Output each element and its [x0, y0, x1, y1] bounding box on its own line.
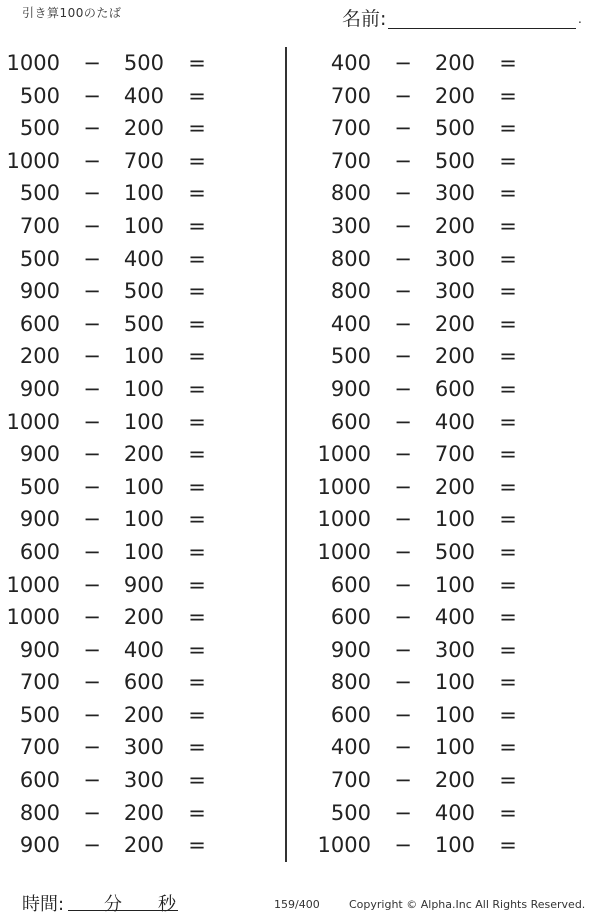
- subtrahend: 200: [123, 702, 164, 727]
- equals-sign: =: [188, 539, 206, 564]
- minuend: 700: [19, 735, 60, 760]
- minus-sign: −: [83, 637, 101, 662]
- problem-row: [0, 504, 280, 537]
- minus-sign: −: [394, 507, 412, 532]
- equals-sign: =: [499, 181, 517, 206]
- subtrahend: 400: [123, 83, 164, 108]
- subtrahend: 600: [434, 376, 475, 401]
- minuend: 500: [19, 116, 60, 141]
- problem-row: [0, 146, 280, 179]
- minuend: 900: [19, 833, 60, 858]
- subtrahend: 500: [434, 116, 475, 141]
- equals-sign: =: [188, 213, 206, 238]
- minus-sign: −: [394, 702, 412, 727]
- minuend: 700: [330, 116, 371, 141]
- minuend: 500: [19, 181, 60, 206]
- minuend: 500: [330, 800, 371, 825]
- minuend: 600: [330, 702, 371, 727]
- minuend: 800: [330, 246, 371, 271]
- minus-sign: −: [394, 279, 412, 304]
- problem-row: [0, 667, 280, 700]
- equals-sign: =: [499, 376, 517, 401]
- minus-sign: −: [83, 474, 101, 499]
- equals-sign: =: [188, 148, 206, 173]
- minuend: 700: [330, 148, 371, 173]
- minus-sign: −: [394, 213, 412, 238]
- subtrahend: 500: [123, 279, 164, 304]
- minuend: 400: [330, 311, 371, 336]
- problem-row: [0, 602, 280, 635]
- subtrahend: 300: [123, 735, 164, 760]
- minuend: 700: [19, 213, 60, 238]
- problem-row: [305, 211, 585, 244]
- minus-sign: −: [83, 279, 101, 304]
- subtrahend: 200: [123, 800, 164, 825]
- subtrahend: 100: [123, 507, 164, 532]
- equals-sign: =: [188, 442, 206, 467]
- minus-sign: −: [394, 148, 412, 173]
- minus-sign: −: [83, 833, 101, 858]
- equals-sign: =: [499, 311, 517, 336]
- subtrahend: 100: [123, 213, 164, 238]
- minus-sign: −: [394, 833, 412, 858]
- minus-sign: −: [83, 800, 101, 825]
- minus-sign: −: [394, 181, 412, 206]
- minus-sign: −: [83, 376, 101, 401]
- equals-sign: =: [499, 702, 517, 727]
- minus-sign: −: [83, 507, 101, 532]
- minus-sign: −: [83, 344, 101, 369]
- minus-sign: −: [83, 311, 101, 336]
- problem-row: [305, 374, 585, 407]
- equals-sign: =: [499, 116, 517, 141]
- subtrahend: 300: [434, 279, 475, 304]
- minus-sign: −: [83, 148, 101, 173]
- subtrahend: 300: [434, 181, 475, 206]
- equals-sign: =: [188, 279, 206, 304]
- name-end-dot: .: [578, 12, 582, 26]
- minus-sign: −: [394, 605, 412, 630]
- minus-sign: −: [394, 344, 412, 369]
- subtrahend: 200: [434, 51, 475, 75]
- problem-row: [305, 537, 585, 570]
- subtrahend: 200: [123, 442, 164, 467]
- subtrahend: 300: [434, 637, 475, 662]
- minuend: 1000: [317, 474, 371, 499]
- minuend: 1000: [6, 409, 60, 434]
- minus-sign: −: [83, 539, 101, 564]
- name-field: [342, 4, 582, 30]
- minus-sign: −: [394, 572, 412, 597]
- subtrahend: 100: [123, 474, 164, 499]
- equals-sign: =: [188, 605, 206, 630]
- subtrahend: 200: [123, 605, 164, 630]
- problem-row: [305, 309, 585, 342]
- problem-row: [0, 765, 280, 798]
- minus-sign: −: [394, 376, 412, 401]
- problem-row: [305, 341, 585, 374]
- subtrahend: 700: [434, 442, 475, 467]
- problems-left-column: [0, 48, 280, 863]
- minuend: 900: [330, 637, 371, 662]
- minus-sign: −: [394, 246, 412, 271]
- problem-row: [305, 765, 585, 798]
- problem-row: [0, 830, 280, 863]
- page-number: 159/400: [274, 898, 320, 911]
- subtrahend: 200: [434, 213, 475, 238]
- equals-sign: =: [188, 311, 206, 336]
- minuend: 900: [19, 442, 60, 467]
- problem-row: [305, 570, 585, 603]
- subtrahend: 600: [123, 670, 164, 695]
- equals-sign: =: [499, 833, 517, 858]
- subtrahend: 100: [434, 572, 475, 597]
- problem-row: [0, 700, 280, 733]
- subtrahend: 500: [123, 51, 164, 75]
- equals-sign: =: [499, 83, 517, 108]
- equals-sign: =: [188, 800, 206, 825]
- equals-sign: =: [499, 735, 517, 760]
- minus-sign: −: [83, 409, 101, 434]
- minuend: 1000: [317, 833, 371, 858]
- problem-row: [305, 407, 585, 440]
- problem-row: [305, 732, 585, 765]
- problem-row: [0, 439, 280, 472]
- minuend: 1000: [6, 51, 60, 75]
- equals-sign: =: [499, 442, 517, 467]
- equals-sign: =: [188, 83, 206, 108]
- subtrahend: 100: [434, 702, 475, 727]
- problem-row: [305, 113, 585, 146]
- minus-sign: −: [83, 83, 101, 108]
- minuend: 800: [19, 800, 60, 825]
- equals-sign: =: [499, 474, 517, 499]
- minuend: 600: [19, 768, 60, 793]
- subtrahend: 200: [434, 768, 475, 793]
- minuend: 1000: [317, 442, 371, 467]
- seconds-label: 秒: [158, 894, 176, 915]
- equals-sign: =: [188, 344, 206, 369]
- minuend: 900: [330, 376, 371, 401]
- equals-sign: =: [188, 474, 206, 499]
- minuend: 600: [19, 539, 60, 564]
- subtrahend: 100: [123, 344, 164, 369]
- minus-sign: −: [394, 409, 412, 434]
- equals-sign: =: [499, 670, 517, 695]
- minuend: 500: [19, 246, 60, 271]
- equals-sign: =: [499, 572, 517, 597]
- minuend: 1000: [317, 539, 371, 564]
- minuend: 300: [330, 213, 371, 238]
- problem-row: [305, 276, 585, 309]
- problem-row: [305, 667, 585, 700]
- problem-row: [305, 504, 585, 537]
- minus-sign: −: [83, 702, 101, 727]
- minus-sign: −: [394, 768, 412, 793]
- copyright-notice: Copyright © Alpha.Inc All Rights Reserved.: [349, 898, 586, 911]
- subtrahend: 400: [434, 800, 475, 825]
- minuend: 900: [19, 279, 60, 304]
- minuend: 900: [19, 637, 60, 662]
- problem-row: [0, 341, 280, 374]
- equals-sign: =: [188, 116, 206, 141]
- problem-row: [305, 635, 585, 668]
- equals-sign: =: [499, 605, 517, 630]
- minus-sign: −: [394, 670, 412, 695]
- problem-row: [0, 113, 280, 146]
- minuend: 600: [330, 409, 371, 434]
- minus-sign: −: [83, 51, 101, 75]
- minus-sign: −: [83, 213, 101, 238]
- equals-sign: =: [188, 572, 206, 597]
- subtrahend: 100: [123, 376, 164, 401]
- minuend: 600: [330, 572, 371, 597]
- time-label: 時間:: [22, 894, 65, 915]
- name-label: 名前:: [342, 8, 387, 30]
- problem-row: [0, 570, 280, 603]
- minuend: 900: [19, 376, 60, 401]
- equals-sign: =: [188, 409, 206, 434]
- minuend: 800: [330, 181, 371, 206]
- minuend: 500: [19, 83, 60, 108]
- minuend: 600: [19, 311, 60, 336]
- subtrahend: 200: [434, 344, 475, 369]
- minuend: 500: [19, 474, 60, 499]
- minus-sign: −: [83, 246, 101, 271]
- equals-sign: =: [499, 51, 517, 75]
- minuend: 800: [330, 279, 371, 304]
- equals-sign: =: [188, 51, 206, 75]
- equals-sign: =: [188, 768, 206, 793]
- equals-sign: =: [499, 213, 517, 238]
- problem-row: [305, 48, 585, 81]
- problem-row: [0, 244, 280, 277]
- subtrahend: 100: [434, 735, 475, 760]
- subtrahend: 100: [434, 670, 475, 695]
- subtrahend: 100: [434, 507, 475, 532]
- subtrahend: 400: [123, 246, 164, 271]
- minuend: 800: [330, 670, 371, 695]
- subtrahend: 200: [123, 116, 164, 141]
- equals-sign: =: [188, 181, 206, 206]
- problem-row: [305, 602, 585, 635]
- minuend: 1000: [6, 572, 60, 597]
- problem-row: [305, 81, 585, 114]
- problem-row: [0, 537, 280, 570]
- equals-sign: =: [499, 409, 517, 434]
- minus-sign: −: [83, 116, 101, 141]
- problem-row: [0, 178, 280, 211]
- minuend: 500: [19, 702, 60, 727]
- minus-sign: −: [394, 442, 412, 467]
- problem-row: [305, 472, 585, 505]
- minuend: 200: [19, 344, 60, 369]
- minuend: 900: [19, 507, 60, 532]
- subtrahend: 300: [123, 768, 164, 793]
- equals-sign: =: [499, 344, 517, 369]
- equals-sign: =: [499, 148, 517, 173]
- minuend: 400: [330, 735, 371, 760]
- equals-sign: =: [188, 507, 206, 532]
- subtrahend: 200: [434, 311, 475, 336]
- subtrahend: 900: [123, 572, 164, 597]
- subtrahend: 500: [123, 311, 164, 336]
- equals-sign: =: [188, 246, 206, 271]
- equals-sign: =: [188, 670, 206, 695]
- subtrahend: 400: [434, 409, 475, 434]
- equals-sign: =: [188, 376, 206, 401]
- problem-row: [305, 439, 585, 472]
- subtrahend: 500: [434, 148, 475, 173]
- minus-sign: −: [394, 474, 412, 499]
- minus-sign: −: [83, 735, 101, 760]
- subtrahend: 100: [123, 539, 164, 564]
- minuend: 1000: [6, 605, 60, 630]
- name-underline: [388, 28, 576, 29]
- subtrahend: 200: [123, 833, 164, 858]
- subtrahend: 700: [123, 148, 164, 173]
- minuend: 700: [330, 768, 371, 793]
- subtrahend: 100: [123, 409, 164, 434]
- equals-sign: =: [188, 637, 206, 662]
- equals-sign: =: [499, 539, 517, 564]
- equals-sign: =: [499, 507, 517, 532]
- problem-row: [0, 407, 280, 440]
- problem-row: [305, 700, 585, 733]
- problem-row: [0, 732, 280, 765]
- problem-row: [0, 309, 280, 342]
- minus-sign: −: [394, 800, 412, 825]
- minuend: 700: [330, 83, 371, 108]
- problem-row: [305, 830, 585, 863]
- problem-row: [0, 472, 280, 505]
- minus-sign: −: [394, 51, 412, 75]
- problem-row: [305, 798, 585, 831]
- minus-sign: −: [83, 605, 101, 630]
- subtrahend: 500: [434, 539, 475, 564]
- equals-sign: =: [188, 735, 206, 760]
- minus-sign: −: [83, 670, 101, 695]
- subtrahend: 400: [434, 605, 475, 630]
- minuend: 600: [330, 605, 371, 630]
- problem-row: [0, 48, 280, 81]
- equals-sign: =: [499, 246, 517, 271]
- minus-sign: −: [83, 181, 101, 206]
- equals-sign: =: [188, 833, 206, 858]
- minuend: 1000: [6, 148, 60, 173]
- minus-sign: −: [394, 539, 412, 564]
- problem-row: [0, 211, 280, 244]
- subtrahend: 200: [434, 83, 475, 108]
- problem-row: [305, 146, 585, 179]
- problem-row: [305, 178, 585, 211]
- problem-row: [0, 798, 280, 831]
- minus-sign: −: [394, 735, 412, 760]
- problem-row: [0, 374, 280, 407]
- equals-sign: =: [499, 800, 517, 825]
- minutes-label: 分: [104, 894, 122, 915]
- minus-sign: −: [83, 572, 101, 597]
- equals-sign: =: [499, 768, 517, 793]
- column-divider: [285, 47, 287, 862]
- minuend: 400: [330, 51, 371, 75]
- minuend: 700: [19, 670, 60, 695]
- minus-sign: −: [394, 116, 412, 141]
- subtrahend: 100: [123, 181, 164, 206]
- equals-sign: =: [188, 702, 206, 727]
- minuend: 500: [330, 344, 371, 369]
- minus-sign: −: [394, 311, 412, 336]
- subtrahend: 400: [123, 637, 164, 662]
- minus-sign: −: [83, 442, 101, 467]
- equals-sign: =: [499, 637, 517, 662]
- subtrahend: 300: [434, 246, 475, 271]
- equals-sign: =: [499, 279, 517, 304]
- problem-row: [0, 81, 280, 114]
- minus-sign: −: [83, 768, 101, 793]
- problems-right-column: [305, 48, 585, 863]
- subtrahend: 100: [434, 833, 475, 858]
- worksheet-title: 引き算100のたば: [22, 6, 122, 20]
- problem-row: [305, 244, 585, 277]
- minus-sign: −: [394, 83, 412, 108]
- subtrahend: 200: [434, 474, 475, 499]
- minus-sign: −: [394, 637, 412, 662]
- problem-row: [0, 635, 280, 668]
- problem-row: [0, 276, 280, 309]
- minuend: 1000: [317, 507, 371, 532]
